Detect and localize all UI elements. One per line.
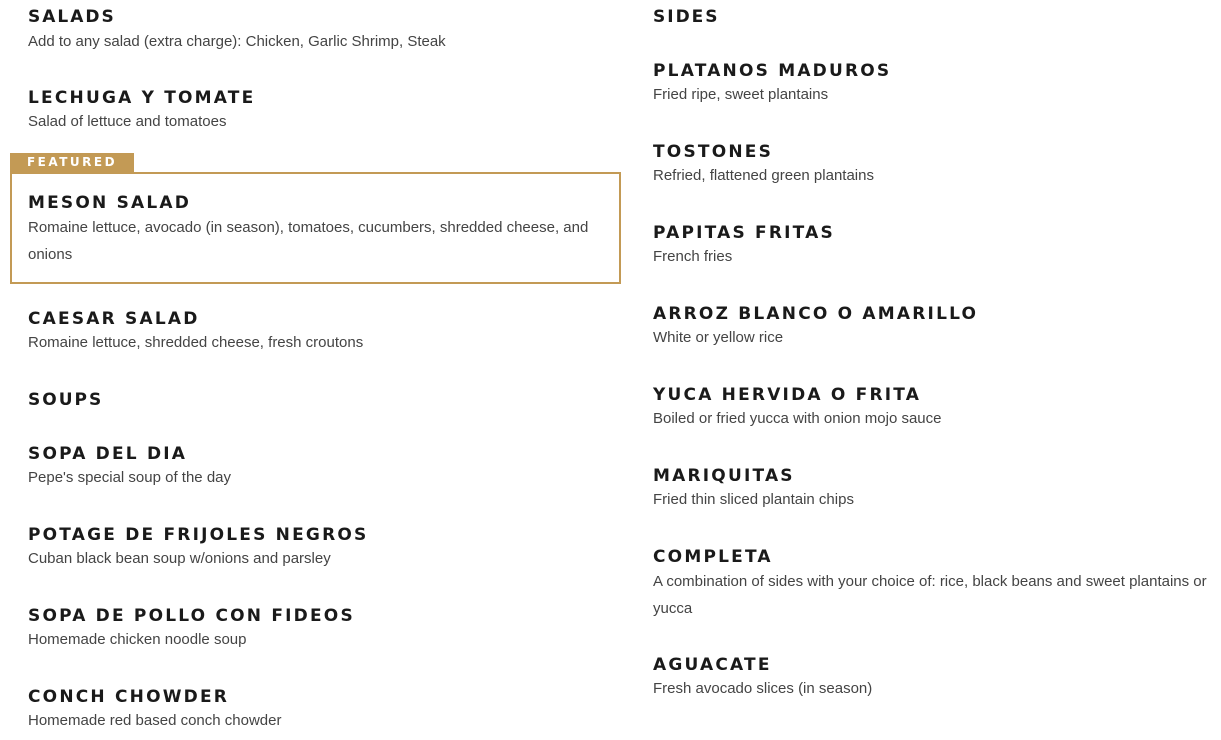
menu-item-description: Boiled or fried yucca with onion mojo sauce <box>653 410 942 427</box>
menu-item-description: Cuban black bean soup w/onions and parsley <box>28 550 331 567</box>
menu-item-name: PAPITAS FRITAS <box>653 223 835 243</box>
menu-item-description: Fried thin sliced plantain chips <box>653 491 854 508</box>
menu-item-name: MARIQUITAS <box>653 466 795 486</box>
menu-item-sopa-de-pollo-con-fideos <box>28 606 628 652</box>
menu-item-description: Romaine lettuce, shredded cheese, fresh croutons <box>28 334 364 351</box>
menu-item-caesar-salad <box>28 309 628 355</box>
section-title-salads: SALADS <box>28 7 116 27</box>
menu-item-description: Fresh avocado slices (in season) <box>653 680 873 697</box>
featured-badge: FEATURED <box>10 153 134 172</box>
menu-item-name: PLATANOS MADUROS <box>653 61 892 81</box>
menu-item-description: Homemade red based conch chowder <box>28 712 282 729</box>
menu-item-name: MESON SALAD <box>28 193 192 213</box>
menu-item-description: Homemade chicken noodle soup <box>28 631 247 648</box>
menu-item-description: A combination of sides with your choice of: rice, black beans and sweet plantains or yucca <box>653 573 1207 617</box>
menu-item-conch-chowder <box>28 687 628 733</box>
menu-item-potage-de-frijoles-negros <box>28 525 628 571</box>
menu-item-description: Salad of lettuce and tomatoes <box>28 113 227 130</box>
menu-item-name: CAESAR SALAD <box>28 309 200 329</box>
menu-item-arroz-blanco-o-amarillo <box>653 304 1218 350</box>
menu-item-yuca-hervida-o-frita <box>653 385 1218 431</box>
menu-item-meson-salad <box>28 193 608 268</box>
menu-item-name: SOPA DEL DIA <box>28 444 188 464</box>
menu-item-name: YUCA HERVIDA O FRITA <box>653 385 922 405</box>
menu-item-mariquitas <box>653 466 1218 512</box>
menu-item-papitas-fritas <box>653 223 1218 269</box>
menu-item-description: Fried ripe, sweet plantains <box>653 86 829 103</box>
menu-item-aguacate <box>653 655 1218 701</box>
menu-item-description: French fries <box>653 248 733 265</box>
menu-item-name: LECHUGA Y TOMATE <box>28 88 256 108</box>
menu-item-name: AGUACATE <box>653 655 772 675</box>
menu-item-sopa-del-dia <box>28 444 628 490</box>
menu-item-description: Romaine lettuce, avocado (in season), tomatoes, cucumbers, shredded cheese, and onions <box>28 219 589 263</box>
menu-item-name: TOSTONES <box>653 142 774 162</box>
menu-item-name: CONCH CHOWDER <box>28 687 230 707</box>
menu-item-name: POTAGE DE FRIJOLES NEGROS <box>28 525 369 545</box>
menu-item-name: COMPLETA <box>653 547 773 567</box>
menu-item-tostones <box>653 142 1218 188</box>
menu-item-description: Refried, flattened green plantains <box>653 167 874 184</box>
menu-item-name: SOPA DE POLLO CON FIDEOS <box>28 606 355 626</box>
menu-item-lechuga-y-tomate <box>28 88 628 134</box>
menu-item-completa <box>653 547 1213 622</box>
menu-item-name: ARROZ BLANCO O AMARILLO <box>653 304 979 324</box>
salads-addon-note: Add to any salad (extra charge): Chicken, Garlic Shrimp, Steak <box>28 33 446 50</box>
menu-item-description: Pepe's special soup of the day <box>28 469 231 486</box>
menu-item-platanos-maduros <box>653 61 1218 107</box>
section-title-soups: SOUPS <box>28 390 104 410</box>
section-title-sides: SIDES <box>653 7 720 27</box>
menu-item-description: White or yellow rice <box>653 329 784 346</box>
